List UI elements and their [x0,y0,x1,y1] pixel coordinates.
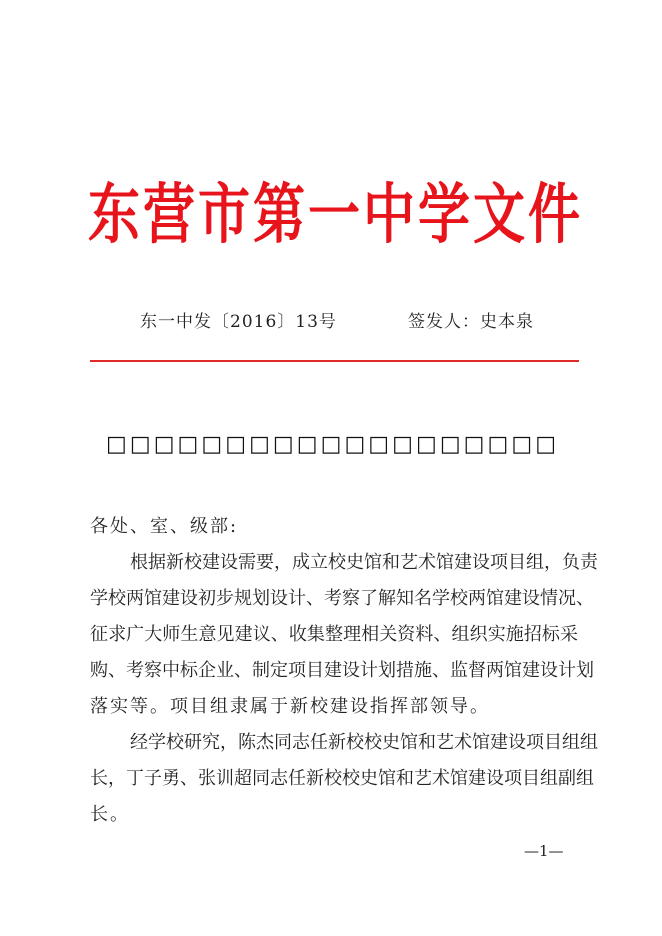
document-number: 东一中发〔2016〕13号 [140,312,337,332]
body-line: 经学校研究，陈杰同志任新校校史馆和艺术馆建设项目组组 [130,732,598,753]
body-line: 长。 [90,804,130,825]
signer-line [408,310,534,334]
salutation: 各处、室、级部: [90,516,239,537]
header-red-rule [90,360,579,362]
page-number: —1— [524,842,564,860]
signer-label: 签发人： [408,312,480,332]
body-line: 根据新校建设需要，成立校史馆和艺术馆建设项目组，负责 [130,552,598,573]
body-line: 征求广大师生意见建议、收集整理相关资料、组织实施招标采 [90,624,578,645]
body-line: 长，丁子勇、张训超同志任新校校史馆和艺术馆建设项目组副组 [90,768,594,789]
body-line: 购、考察中标企业、制定项目建设计划措施、监督两馆建设计划 [90,660,594,681]
body-line: 落实等。项目组隶属于新校建设指挥部领导。 [90,696,490,717]
document-header-title: 东营市第一中学文件 [88,176,580,253]
document-subject: □□□□□□□□□□□□□□□□□□□ [106,432,556,457]
body-line: 学校两馆建设初步规划设计、考察了解知名学校两馆建设情况、 [90,588,594,609]
signer-name: 史本泉 [480,312,534,332]
